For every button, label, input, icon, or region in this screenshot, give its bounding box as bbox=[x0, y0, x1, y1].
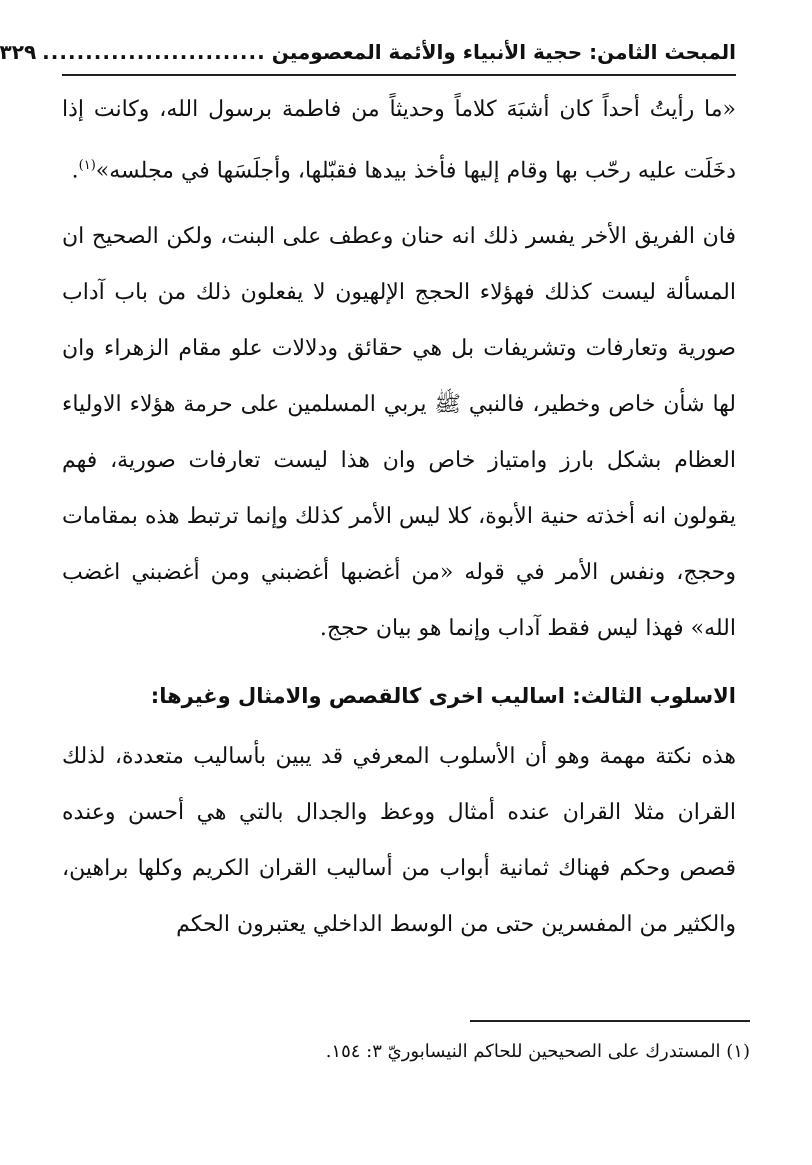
footnote: (١) المستدرك على الصحيحين للحاكم النيسابوريّ ٣: ١٥٤. bbox=[325, 1041, 750, 1062]
quote-text: «ما رأيتُ أحداً كان أشبَهَ كلاماً وحديثاً من فاطمة برسول الله، وكانت إذا دخَلَت عليه رحّب بها وقام إليها فأخذ بيدها فقبّلها، وأجلَسَها في مجلسه» bbox=[62, 97, 736, 184]
footnote-divider bbox=[470, 1020, 750, 1022]
footnote-marker: (١) bbox=[78, 158, 96, 173]
body-paragraph-1: فان الفريق الأخر يفسر ذلك انه حنان وعطف على البنت، ولكن الصحيح ان المسألة ليست كذلك فهؤلاء الحجج الإلهيون لا يفعلون ذلك من باب آداب صورية وتعارفات وتشريفات بل هي حقائق ودلالات علو مقام الزهراء وان لها شأن خاص وخطير، فالنبي ﷺ يربي المسلمين على حرمة هؤلاء الاولياء العظام بشكل بارز وامتياز خاص وان هذا ليست تعارفات صورية، فهم يقولون انه أخذته حنية الأبوة، كلا ليس الأمر كذلك وإنما ترتبط هذه بمقامات وحجج، ونفس الأمر في قوله «من أغضبها أغضبني ومن أغضبني اغضب الله» فهذا ليس فقط آداب وإنما هو بيان حجج. bbox=[62, 224, 736, 642]
page bbox=[0, 30, 737, 953]
dot-leader: .......................... bbox=[42, 40, 266, 64]
running-title: المبحث الثامن: حجية الأنبياء والأئمة المعصومين bbox=[271, 40, 736, 64]
page-number: ٣٢٩ bbox=[0, 40, 37, 64]
quote-paragraph bbox=[62, 82, 736, 199]
quote-end: . bbox=[71, 158, 79, 184]
body-paragraph-2: هذه نكتة مهمة وهو أن الأسلوب المعرفي قد يبين بأساليب متعددة، لذلك القران مثلا القران عنده أمثال ووعظ والجدال بالتي هي أحسن وعنده قصص وحكم فهناك ثمانية أبواب من أساليب القران الكريم وكلها براهين، والكثير من المفسرين حتى من الوسط الداخلي يعتبرون الحكم bbox=[62, 744, 737, 938]
running-header bbox=[0, 30, 736, 76]
section-heading: الاسلوب الثالث: اساليب اخرى كالقصص والامثال وغيرها: bbox=[150, 684, 736, 709]
